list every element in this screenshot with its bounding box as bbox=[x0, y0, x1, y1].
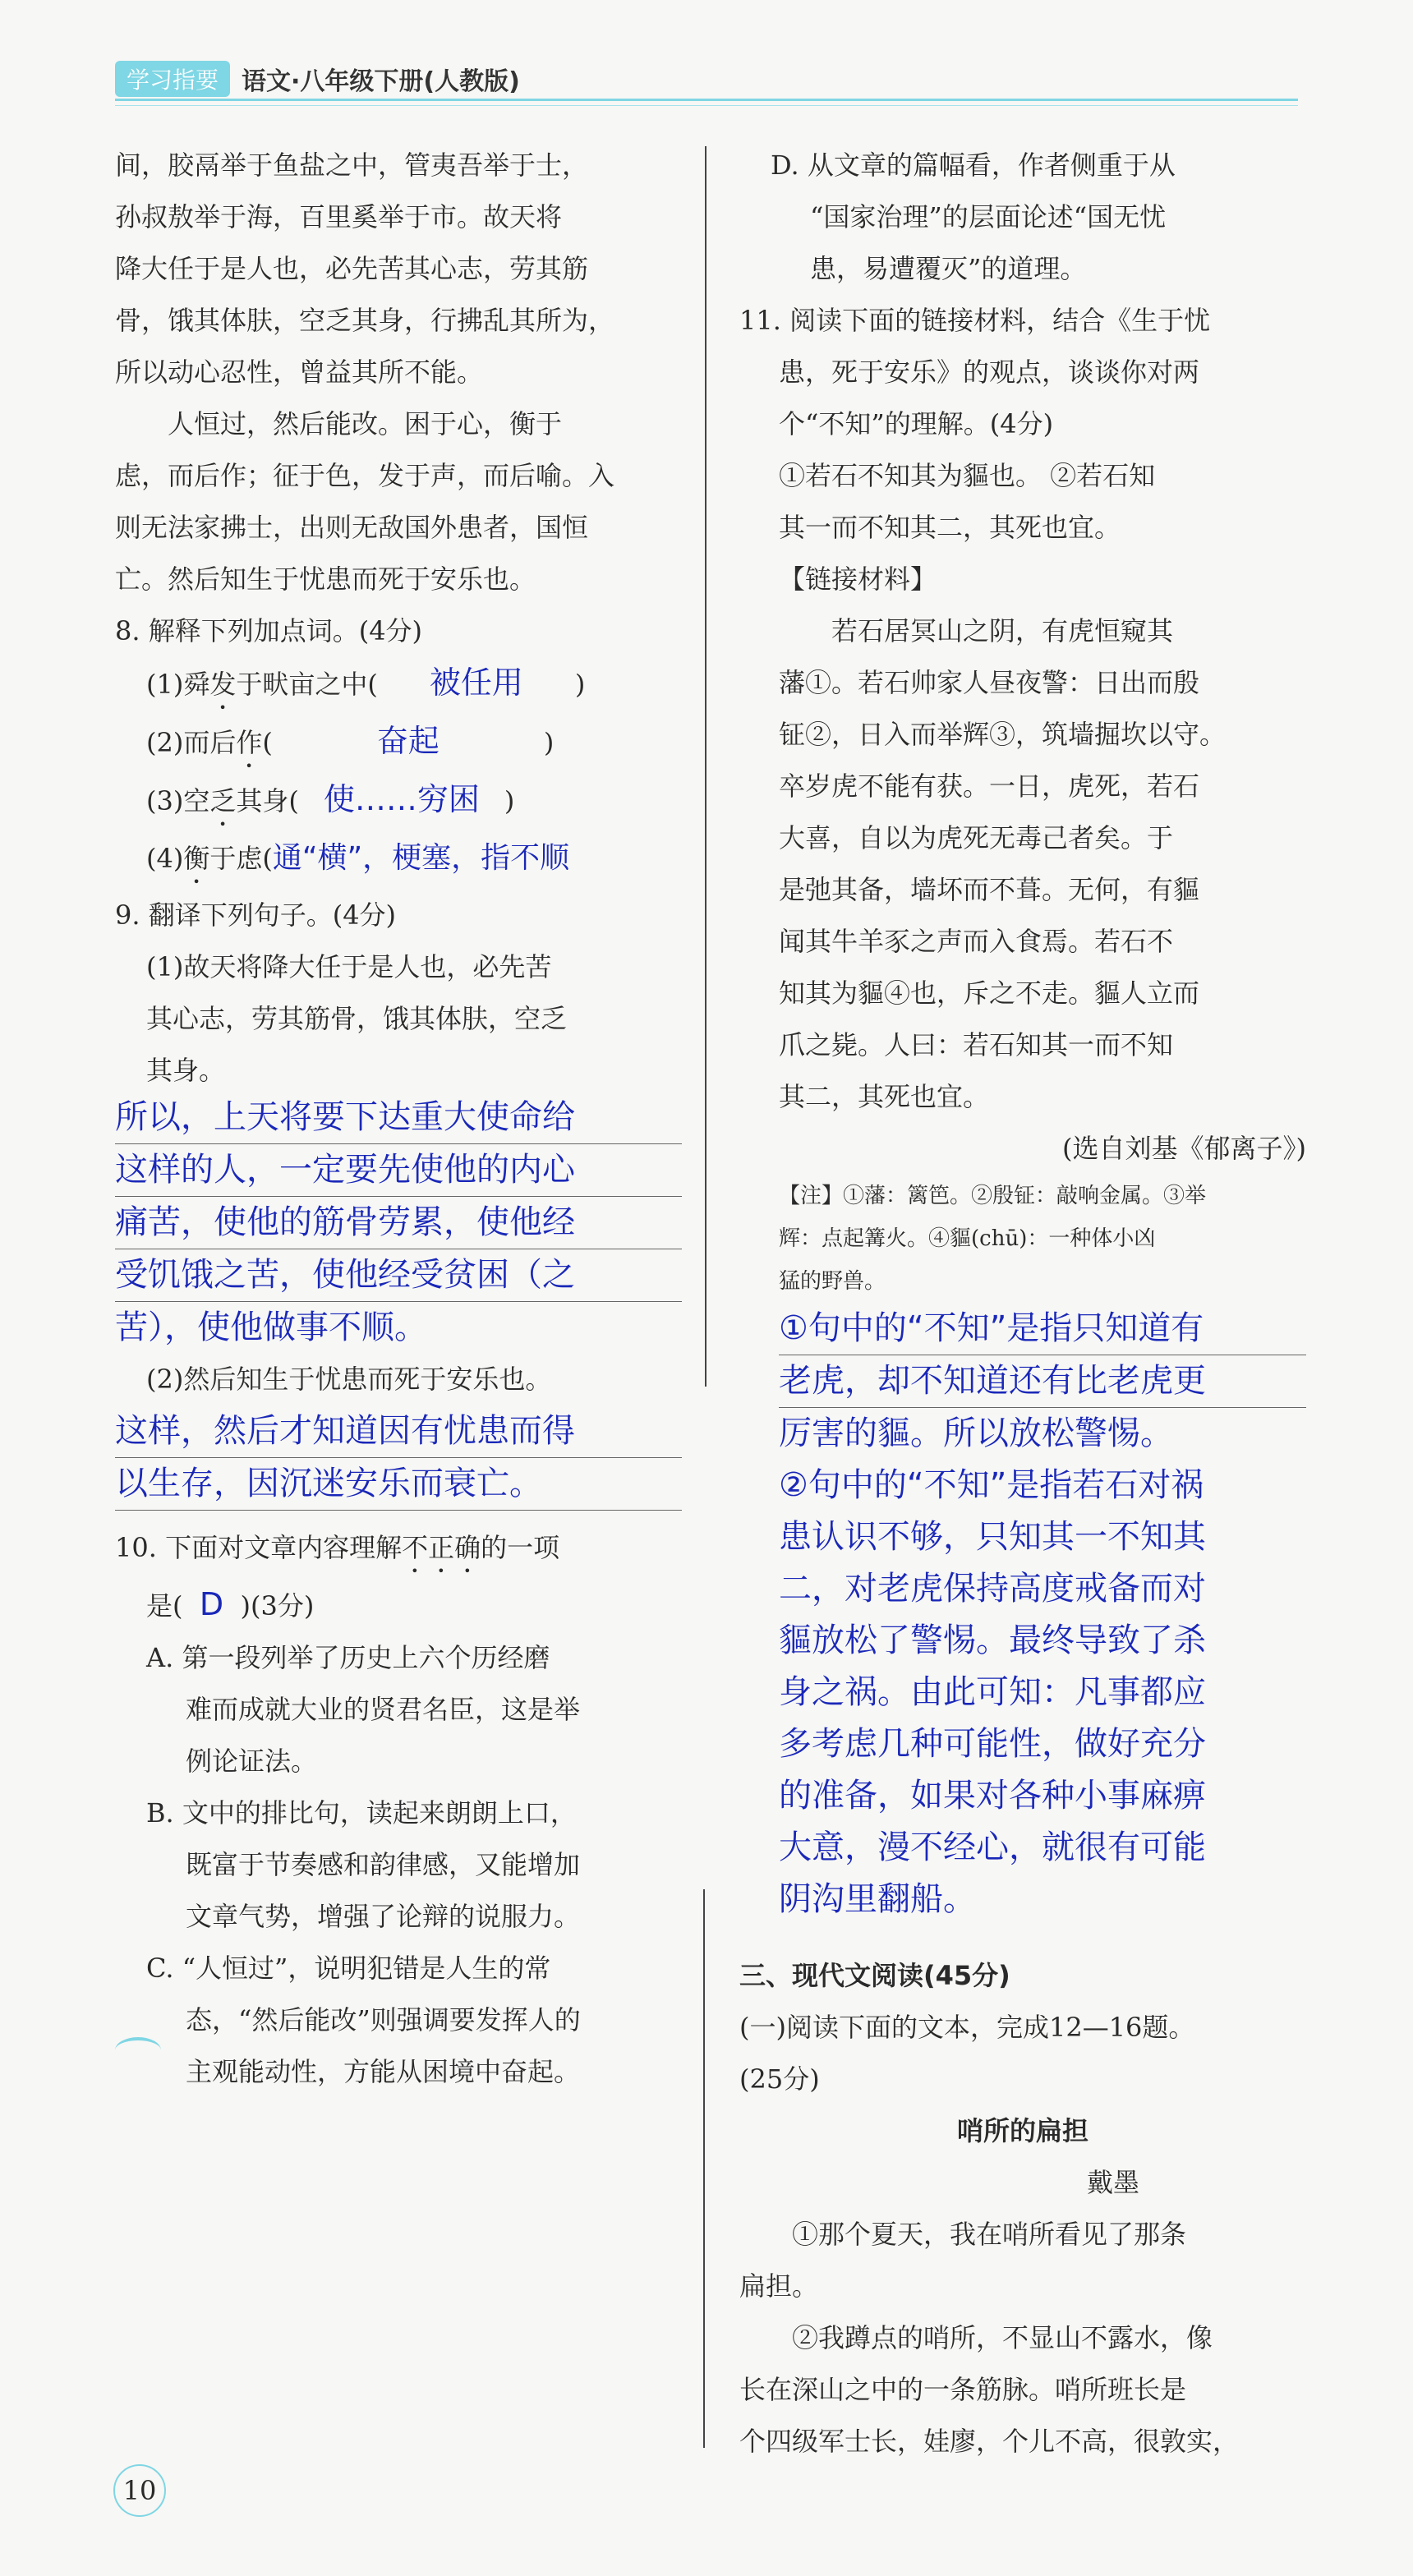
q8-answer: 通“横”，梗塞，指不顺 bbox=[272, 841, 570, 875]
answer-line: 这样的人，一定要先使他的内心 bbox=[115, 1144, 682, 1197]
question-10 bbox=[115, 1522, 682, 2098]
q8-answer: 使……穷困 bbox=[323, 781, 480, 817]
q8-item: (2)而后作( 奋起 ) bbox=[115, 715, 682, 774]
q8-answer: 奋起 bbox=[376, 723, 440, 759]
passage-line: 孙叔敖举于海，百里奚举于市。故天将 bbox=[115, 201, 563, 232]
header-title: 语文·八年级下册(人教版) bbox=[242, 67, 520, 96]
q9-answer-1 bbox=[115, 1092, 682, 1354]
passage-line: 骨，饿其体肤，空乏其身，行拂乱其所为， bbox=[115, 305, 615, 336]
q8-answer: 被任用 bbox=[429, 665, 523, 701]
decorative-arc bbox=[115, 2037, 161, 2063]
answer-line: 这样，然后才知道因有忧患而得 bbox=[115, 1405, 682, 1458]
article-title: 哨所的扁担 bbox=[956, 2115, 1089, 2146]
passage-line: 虑，而后作；征于色，发于声，而后喻。入 bbox=[115, 460, 615, 491]
passage-line: 则无法家拂士，出则无敌国外患者，国恒 bbox=[115, 512, 589, 543]
column-divider bbox=[705, 146, 706, 1387]
passage-line: 所以动心忍性，曾益其所不能。 bbox=[115, 356, 484, 388]
q8-item: (1)舜发于畎亩之中( 被任用 ) bbox=[115, 657, 682, 715]
answer-line: 痛苦，使他的筋骨劳累，使他经 bbox=[115, 1197, 682, 1249]
q10-option-b: B. 文中的排比句，读起来朗朗上口， 既富于节奏感和韵律感，又能增加 文章气势，增强了论辩的说服力。 bbox=[146, 1797, 581, 1932]
q11-stem: 11. 阅读下面的链接材料，结合《生于忧 bbox=[739, 305, 1211, 336]
q10-stem-2: 是( D )(3分) bbox=[115, 1579, 682, 1632]
answer-line: 所以，上天将要下达重大使命给 bbox=[115, 1092, 682, 1144]
q8-item: (3)空乏其身( 使……穷困 ) bbox=[115, 774, 682, 832]
q10-answer: D bbox=[199, 1586, 224, 1622]
left-column bbox=[115, 140, 682, 2098]
passage-line: 降大任于是人也，必先苦其心志，劳其筋 bbox=[115, 253, 589, 284]
link-source: (选自刘基《郁离子》) bbox=[1062, 1133, 1306, 1164]
q8-item: (4)衡于虑(通“横”，梗塞，指不顺 bbox=[146, 841, 570, 875]
passage-line: 人恒过，然后能改。困于心，衡于 bbox=[168, 408, 563, 439]
q9-stem: 9. 翻译下列句子。(4分) bbox=[115, 899, 397, 931]
q10-option-c: C. “人恒过”，说明犯错是人生的常 态，“然后能改”则强调要发挥人的 主观能动性，方能从困境中奋起。 bbox=[146, 1953, 581, 2087]
column-divider-lower bbox=[703, 1889, 705, 2448]
q8-stem: 8. 解释下列加点词。(4分) bbox=[115, 615, 423, 646]
header-rule-thin bbox=[115, 105, 1298, 106]
q11-quote: ①若石不知其为貙也。 ②若石知 bbox=[779, 460, 1156, 491]
answer-line: 以生存，因沉迷安乐而衰亡。 bbox=[115, 1458, 682, 1511]
passage-line: 亡。然后知生于忧患而死于安乐也。 bbox=[115, 564, 536, 595]
section-3: 三、现代文阅读(45分) (一)阅读下面的文本，完成12—16题。 (25分) 哨所的扁担 戴墨 ①那个夏天，我在哨所看见了那条 扁担。 ②我蹲点的哨所，不显山不露水，像 长在深山之中的一条筋脉。哨所班长是 个四级军士长，娃廖，个儿不高，很敦实， bbox=[739, 1950, 1306, 2468]
answer-line: 受饥饿之苦，使他经受贫困（之 bbox=[115, 1249, 682, 1302]
link-notes: 【注】①藩：篱笆。②殷钲：敲响金属。③举 辉：点起篝火。④貙(chū)：一种体小凶 猛的野兽。 bbox=[779, 1184, 1207, 1294]
answer-line: 苦），使他做事不顺。 bbox=[115, 1309, 427, 1346]
q10-option-a: A. 第一段列举了历史上六个历经磨 难而成就大业的贤君名臣，这是举 例论证法。 bbox=[146, 1642, 581, 1777]
header-rule bbox=[115, 99, 1298, 101]
right-column bbox=[739, 140, 1306, 2468]
link-title: 【链接材料】 bbox=[779, 564, 937, 595]
q9-sentence: 其心志，劳其筋骨，饿其体肤，空乏 bbox=[146, 1003, 568, 1034]
q10-stem: 10. 下面对文章内容理解不正确的一项 bbox=[115, 1532, 560, 1563]
page-number: 10 bbox=[113, 2464, 166, 2517]
article-author: 戴墨 bbox=[1086, 2167, 1139, 2198]
q11-quote: 其一而不知其二，其死也宜。 bbox=[779, 512, 1121, 543]
question-11: 11. 阅读下面的链接材料，结合《生于忧 患，死于安乐》的观点，谈谈你对两 个“不知”的理解。(4分) ①若石不知其为貙也。 ②若石知 其一而不知其二，其死也宜。 【链接材料】 若石居冥山之阴，有虎恒窥其 藩①。若石帅家人昼夜警：日出而殷 钲②，日入而举辉③，筑墙掘坎以守。 卒岁虎不能有获。一日，虎死，若石 大喜，自以为虎死无毒己者矣。于 是弛其备，墙坏而不葺。无何，有貙 闻其牛羊豕之声而入食焉。若石不 知其为貙④也，斥之不走。貙人立而 爪之毙。人曰：若石知其一而不知 其二，其死也宜。 (选自刘基《郁离子》) 【注】①藩：篱笆。②殷钲：敲响金属。③举 辉：点起篝火。④貙(chū)：一种体小凶 猛的野兽。 ①句中的“不知”是指只知道有 老虎，却不知道还有比老虎更 厉害的貙。所以放松警惕。 ②句中的“不知”是指若石对祸 患认识不够，只知其一不知其 二，对老虎保持高度戒备而对 貙放松了警惕。最终导致了杀 身之祸。由此可知：凡事都应 多考虑几种可能性，做好充分 的准备，如果对各种小事麻痹 大意，漫不经心，就很有可能 阴沟里翻船。 bbox=[739, 295, 1306, 1925]
link-material: 若石居冥山之阴，有虎恒窥其 藩①。若石帅家人昼夜警：日出而殷 钲②，日入而举辉③，筑墙掘坎以守。 卒岁虎不能有获。一日，虎死，若石 大喜，自以为虎死无毒己者矣。于 是弛其备，墙坏而不葺。无何，有貙 闻其牛羊豕之声而入食焉。若石不 知其为貙④也，斥之不走。貙人立而 爪之毙。人曰：若石知其一而不知 其二，其死也宜。 (选自刘基《郁离子》) bbox=[739, 605, 1306, 1175]
section-title: 三、现代文阅读(45分) bbox=[739, 1960, 1010, 1991]
passage-line: 间，胶鬲举于鱼盐之中，管夷吾举于士， bbox=[115, 150, 589, 181]
q11-answer: ①句中的“不知”是指只知道有 老虎，却不知道还有比老虎更 厉害的貙。所以放松警惕。 ②句中的“不知”是指若石对祸 患认识不够，只知其一不知其 二，对老虎保持高度戒备而对 貙放松了警惕。最终导致了杀 身之祸。由此可知：凡事都应 多考虑几种可能性，做好充分 的准备，如果对各种小事麻痹 大意，漫不经心，就很有可能 阴沟里翻船。 bbox=[739, 1303, 1306, 1925]
q9-sentence: (2)然后知生于忧患而死于安乐也。 bbox=[146, 1364, 552, 1395]
q9-sentence: 其身。 bbox=[146, 1055, 226, 1086]
page-header bbox=[115, 59, 520, 99]
question-8 bbox=[115, 605, 682, 890]
passage bbox=[115, 140, 682, 605]
header-tag: 学习指要 bbox=[115, 61, 230, 97]
question-9 bbox=[115, 890, 682, 1511]
q9-sentence: (1)故天将降大任于是人也，必先苦 bbox=[146, 951, 552, 982]
q10-option-d: D. 从文章的篇幅看，作者侧重于从 “国家治理”的层面论述“国无忧 患，易遭覆灭”的道理。 bbox=[771, 150, 1176, 284]
